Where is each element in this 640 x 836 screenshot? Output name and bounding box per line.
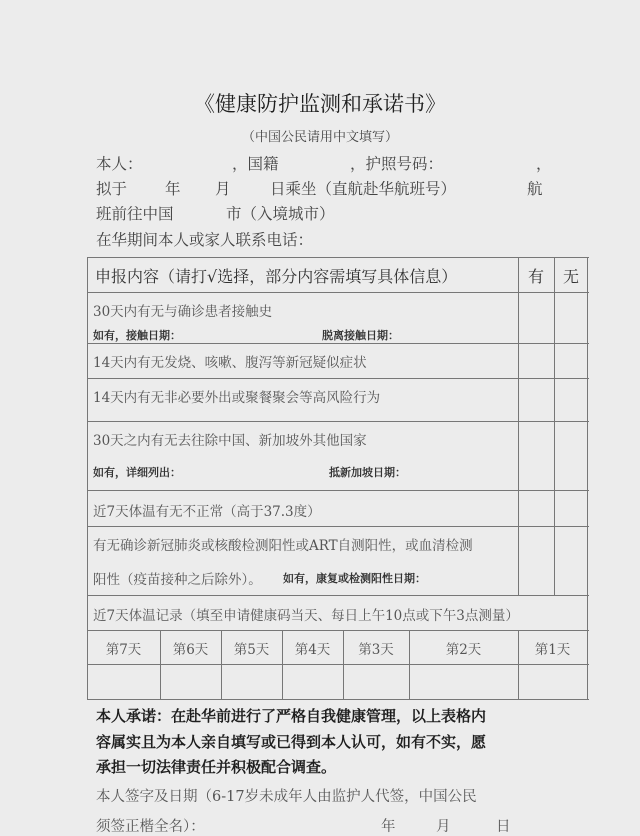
arrival-date-label: 抵新加坡日期：: [329, 466, 406, 479]
flight-label: 日乘坐（直航赴华航班号）: [270, 180, 457, 198]
phone-label: 在华期间本人或家人联系电话：: [96, 231, 314, 249]
temp-record-label: 近7天体温记录（填至申请健康码当天、每日上午10点或下午3点测量）: [93, 608, 519, 624]
flight-suffix: 航: [527, 180, 543, 198]
day-4: 第4天: [294, 642, 331, 658]
day-2: 第2天: [445, 642, 482, 658]
table-header: 申报内容（请打√选择，部分内容需填写具体信息）: [95, 267, 458, 286]
city-label: 市（入境城市）: [226, 205, 335, 223]
name-label: 本人：: [96, 155, 143, 173]
row-positive: 有无确诊新冠肺炎或核酸检测阳性或ART自测阳性，或血清检测: [93, 538, 473, 554]
comma: ，: [536, 155, 552, 173]
signature-label: 本人签字及日期（6-17岁未成年人由监护人代签，中国公民: [96, 789, 477, 805]
row-positive-cont: 阳性（疫苗接种之后除外）。: [93, 572, 262, 588]
leave-contact-date-label: 脱离接触日期：: [322, 329, 399, 342]
promise-line-2: 容属实且为本人亲自填写或已得到本人认可，如有不实，愿: [96, 733, 487, 751]
signature-label-cont: 须签正楷全名）：: [96, 819, 205, 835]
month-label: 月: [215, 180, 231, 198]
yes-header: 有: [528, 267, 545, 286]
document-title: 《健康防护监测和承诺书》: [194, 92, 446, 116]
destination-label: 班前往中国: [96, 205, 174, 223]
signature-day: 日: [496, 819, 511, 835]
promise-line-3: 承担一切法律责任并积极配合调查。: [96, 758, 337, 776]
day-5: 第5天: [233, 642, 270, 658]
recovery-date-label: 如有，康复或检测阳性日期：: [283, 572, 426, 585]
passport-label: ，护照号码：: [350, 155, 444, 173]
travel-detail-label: 如有，详细列出：: [93, 466, 181, 479]
row-travel: 30天之内有无去往除中国、新加坡外其他国家: [93, 433, 367, 449]
promise-line-1: 本人承诺：在赴华前进行了严格自我健康管理，以上表格内: [96, 707, 487, 725]
row-risk: 14天内有无非必要外出或聚餐聚会等高风险行为: [93, 390, 381, 406]
row-contact: 30天内有无与确诊患者接触史: [93, 304, 273, 320]
row-temperature: 近7天体温有无不正常（高于37.3度）: [93, 504, 321, 520]
day-3: 第3天: [358, 642, 394, 658]
day-6: 第6天: [172, 642, 209, 658]
year-label: 年: [165, 180, 181, 198]
contact-date-label: 如有，接触日期：: [93, 329, 181, 342]
document-subtitle: （中国公民请用中文填写）: [241, 130, 398, 145]
day-7: 第7天: [105, 642, 142, 658]
row-symptoms: 14天内有无发烧、咳嗽、腹泻等新冠疑似症状: [93, 355, 367, 371]
no-header: 无: [563, 267, 580, 286]
day-1: 第1天: [534, 642, 571, 658]
plan-label: 拟于: [96, 180, 128, 198]
nationality-label: ，国籍: [232, 155, 279, 173]
signature-month: 月: [436, 819, 451, 835]
declaration-table: [87, 257, 589, 699]
signature-year: 年: [381, 819, 396, 835]
